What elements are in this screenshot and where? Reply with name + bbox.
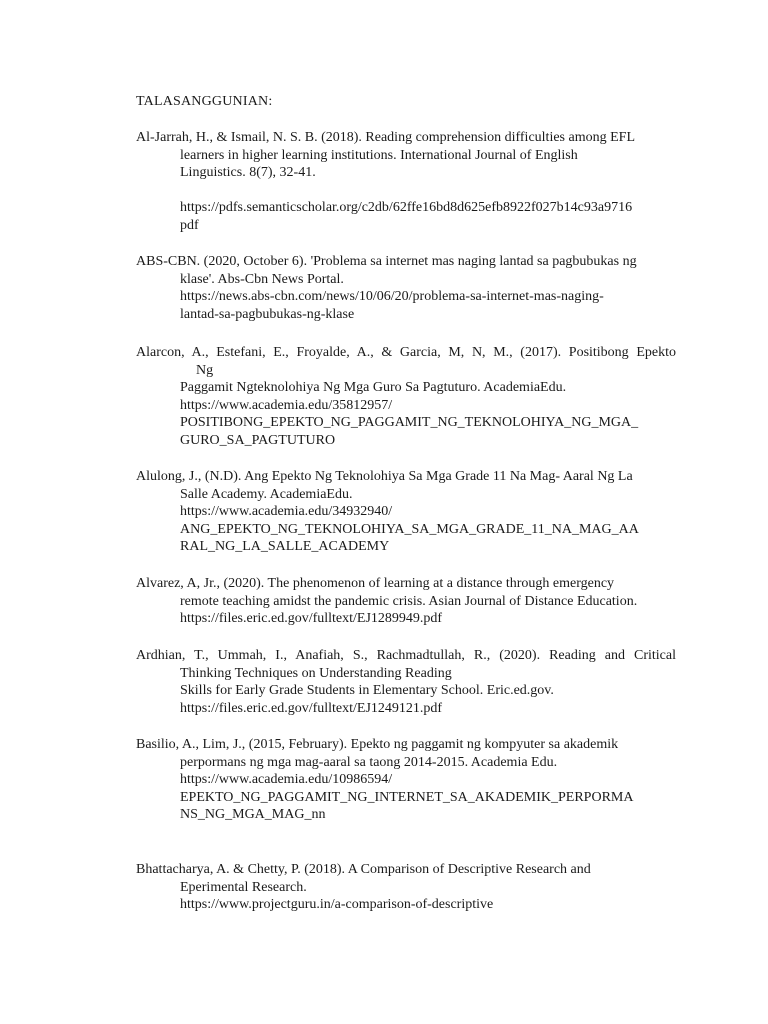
reference-url: https://files.eric.ed.gov/fulltext/EJ1249121.pdf: [180, 700, 443, 716]
reference-line: klase'. Abs-Cbn News Portal.: [180, 271, 344, 287]
reference-line: Paggamit Ngteknolohiya Ng Mga Guro Sa Pagtuturo. AcademiaEdu.: [180, 380, 567, 396]
reference-url: ANG_EPEKTO_NG_TEKNOLOHIYA_SA_MGA_GRADE_11_NA_MAG_AA: [180, 521, 639, 537]
reference-line: Alarcon, A., Estefani, E., Froyalde, A., & Garcia, M, N, M., (2017). Positibong Epekto: [136, 345, 676, 360]
reference-url: https://www.academia.edu/34932940/: [180, 504, 393, 520]
reference-entry: [136, 736, 676, 824]
reference-url: https://files.eric.ed.gov/fulltext/EJ1289949.pdf: [180, 611, 443, 627]
reference-url: RAL_NG_LA_SALLE_ACADEMY: [180, 539, 390, 555]
reference-url: https://www.academia.edu/35812957/: [180, 397, 393, 413]
blank-line: [136, 182, 676, 200]
reference-line: Thinking Techniques on Understanding Reading: [180, 665, 452, 681]
reference-entry: [136, 647, 676, 717]
reference-line: Alvarez, A, Jr., (2020). The phenomenon of learning at a distance through emergency: [136, 576, 615, 591]
reference-entry: [136, 575, 676, 628]
reference-url: https://news.abs-cbn.com/news/10/06/20/problema-sa-internet-mas-naging-: [180, 289, 604, 305]
reference-line: Ardhian, T., Ummah, I., Anafiah, S., Rachmadtullah, R., (2020). Reading and Critical: [136, 648, 676, 663]
reference-line: Bhattacharya, A. & Chetty, P. (2018). A Comparison of Descriptive Research and: [136, 862, 591, 877]
reference-url: https://www.projectguru.in/a-comparison-of-descriptive: [180, 897, 494, 913]
reference-line: remote teaching amidst the pandemic crisis. Asian Journal of Distance Education.: [180, 593, 638, 609]
reference-url: https://pdfs.semanticscholar.org/c2db/62ffe16bd8d625efb8922f027b14c93a9716: [180, 200, 633, 216]
reference-line: Al-Jarrah, H., & Ismail, N. S. B. (2018). Reading comprehension difficulties among EFL: [136, 130, 635, 145]
page-title: TALASANGGUNIAN:: [136, 94, 273, 109]
reference-line: ABS-CBN. (2020, October 6). 'Problema sa internet mas naging lantad sa pagbubukas ng: [136, 254, 637, 269]
reference-url: pdf: [180, 217, 199, 233]
reference-line: learners in higher learning institutions. International Journal of English: [180, 147, 578, 163]
reference-url: lantad-sa-pagbubukas-ng-klase: [180, 306, 355, 322]
reference-line: Basilio, A., Lim, J., (2015, February). Epekto ng paggamit ng kompyuter sa akademik: [136, 737, 619, 752]
reference-line: Linguistics. 8(7), 32-41.: [180, 165, 316, 181]
reference-url: https://www.academia.edu/10986594/: [180, 772, 393, 788]
reference-url: POSITIBONG_EPEKTO_NG_PAGGAMIT_NG_TEKNOLOHIYA_NG_MGA_: [180, 415, 639, 431]
reference-line: Alulong, J., (N.D). Ang Epekto Ng Teknolohiya Sa Mga Grade 11 Na Mag- Aaral Ng La: [136, 469, 633, 484]
reference-url: NS_NG_MGA_MAG_nn: [180, 807, 326, 823]
reference-line: perpormans ng mga mag-aaral sa taong 2014-2015. Academia Edu.: [180, 754, 558, 770]
reference-line: Salle Academy. AcademiaEdu.: [180, 486, 353, 502]
reference-line: Ng: [196, 362, 214, 378]
reference-entry: [136, 468, 676, 556]
reference-entry: [136, 861, 676, 914]
reference-line: Eperimental Research.: [180, 879, 307, 895]
reference-line: Skills for Early Grade Students in Elementary School. Eric.ed.gov.: [180, 683, 554, 699]
reference-entry: [136, 129, 676, 235]
reference-url: EPEKTO_NG_PAGGAMIT_NG_INTERNET_SA_AKADEMIK_PERPORMA: [180, 789, 634, 805]
reference-entry: [136, 344, 676, 450]
reference-entry: [136, 253, 676, 323]
reference-url: GURO_SA_PAGTUTURO: [180, 432, 336, 448]
